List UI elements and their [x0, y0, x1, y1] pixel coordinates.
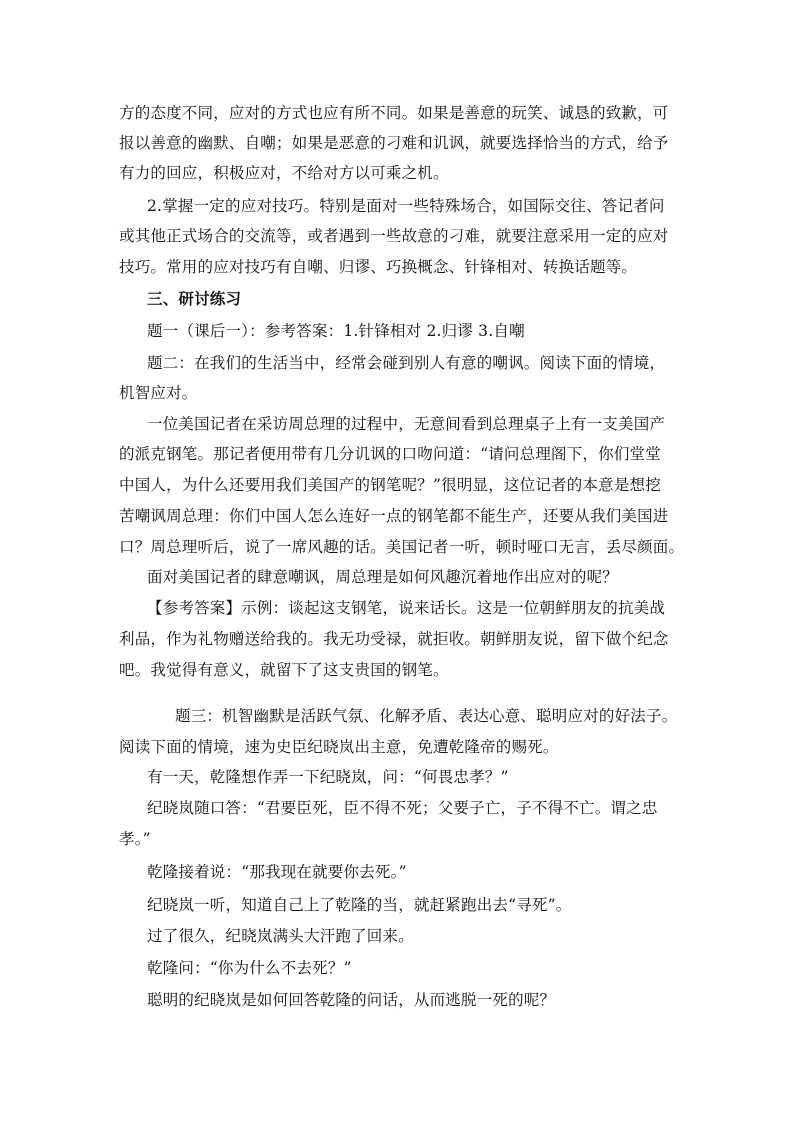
text-line: 苦嘲讽周总理：你们中国人怎么连好一点的钢笔都不能生产，还要从我们美国进 [119, 507, 669, 525]
text-line: 机智应对。 [119, 384, 198, 402]
text-line: 题一（课后一）：参考答案：1.针锋相对 2.归谬 3.自嘲 [147, 322, 525, 340]
text-line: 过了很久，纪晓岚满头大汗跑了回来。 [147, 927, 414, 945]
text-line: 口？周总理听后，说了一席风趣的话。美国记者一听，顿时哑口无言，丢尽颜面。 [119, 538, 685, 556]
text-line: 乾隆接着说：“那我现在就要你去死。” [147, 863, 407, 881]
text-line: 孝。” [119, 830, 151, 848]
text-line: 纪晓岚一听，知道自己上了乾隆的当，就赶紧跑出去“寻死”。 [147, 896, 572, 914]
text-line: 聪明的纪晓岚是如何回答乾隆的问话，从而逃脱一死的呢？ [147, 991, 556, 1009]
text-line: 中国人，为什么还要用我们美国产的钢笔呢？”很明显，这位记者的本意是想挖 [119, 476, 661, 494]
text-line: 一位美国记者在采访周总理的过程中，无意间看到总理桌子上有一支美国产 [147, 415, 666, 433]
text-line: 面对美国记者的肆意嘲讽，周总理是如何风趣沉着地作出应对的呢？ [147, 568, 619, 586]
text-line: 有一天，乾隆想作弄一下纪晓岚，问：“何畏忠孝？” [147, 768, 509, 786]
text-line: 有力的回应，积极应对，不给对方以可乘之机。 [119, 164, 449, 182]
text-line: 阅读下面的情境，速为史臣纪晓岚出主意，免遭乾隆帝的赐死。 [119, 738, 559, 756]
text-line: 技巧。常用的应对技巧有自嘲、归谬、巧换概念、针锋相对、转换话题等。 [119, 258, 638, 276]
text-line: 纪晓岚随口答：“君要臣死，臣不得不死；父要子亡，子不得不亡。谓之忠 [147, 799, 658, 817]
text-line: 2.掌握一定的应对技巧。特别是面对一些特殊场合，如国际交往、答记者问 [147, 197, 665, 215]
text-line: 乾隆问：“你为什么不去死？” [147, 959, 352, 977]
text-line: 方的态度不同，应对的方式也应有所不同。如果是善意的玩笑、诚恳的致歉，可 [119, 104, 669, 122]
text-line: 或其他正式场合的交流等，或者遇到一些故意的刁难，就要注意采用一定的应对 [119, 227, 669, 245]
text-line: 的派克钢笔。那记者便用带有几分讥讽的口吻问道：“请问总理阁下，你们堂堂 [119, 445, 661, 463]
text-line: 利品，作为礼物赠送给我的。我无功受禄，就拒收。朝鲜朋友说，留下做个纪念 [119, 630, 669, 648]
text-line: 【参考答案】示例：谈起这支钢笔，说来话长。这是一位朝鲜朋友的抗美战 [147, 599, 666, 617]
text-line: 吧。我觉得有意义，就留下了这支贵国的钢笔。 [119, 661, 449, 679]
text-line: 报以善意的幽默、自嘲；如果是恶意的刁难和讥讽，就要选择恰当的方式，给予 [119, 134, 669, 152]
text-line: 题二：在我们的生活当中，经常会碰到别人有意的嘲讽。阅读下面的情境， [147, 354, 666, 372]
section-heading: 三、研讨练习 [147, 289, 242, 308]
text-line: 题三：机智幽默是活跃气氛、化解矛盾、表达心意、聪明应对的好法子。 [175, 707, 678, 725]
